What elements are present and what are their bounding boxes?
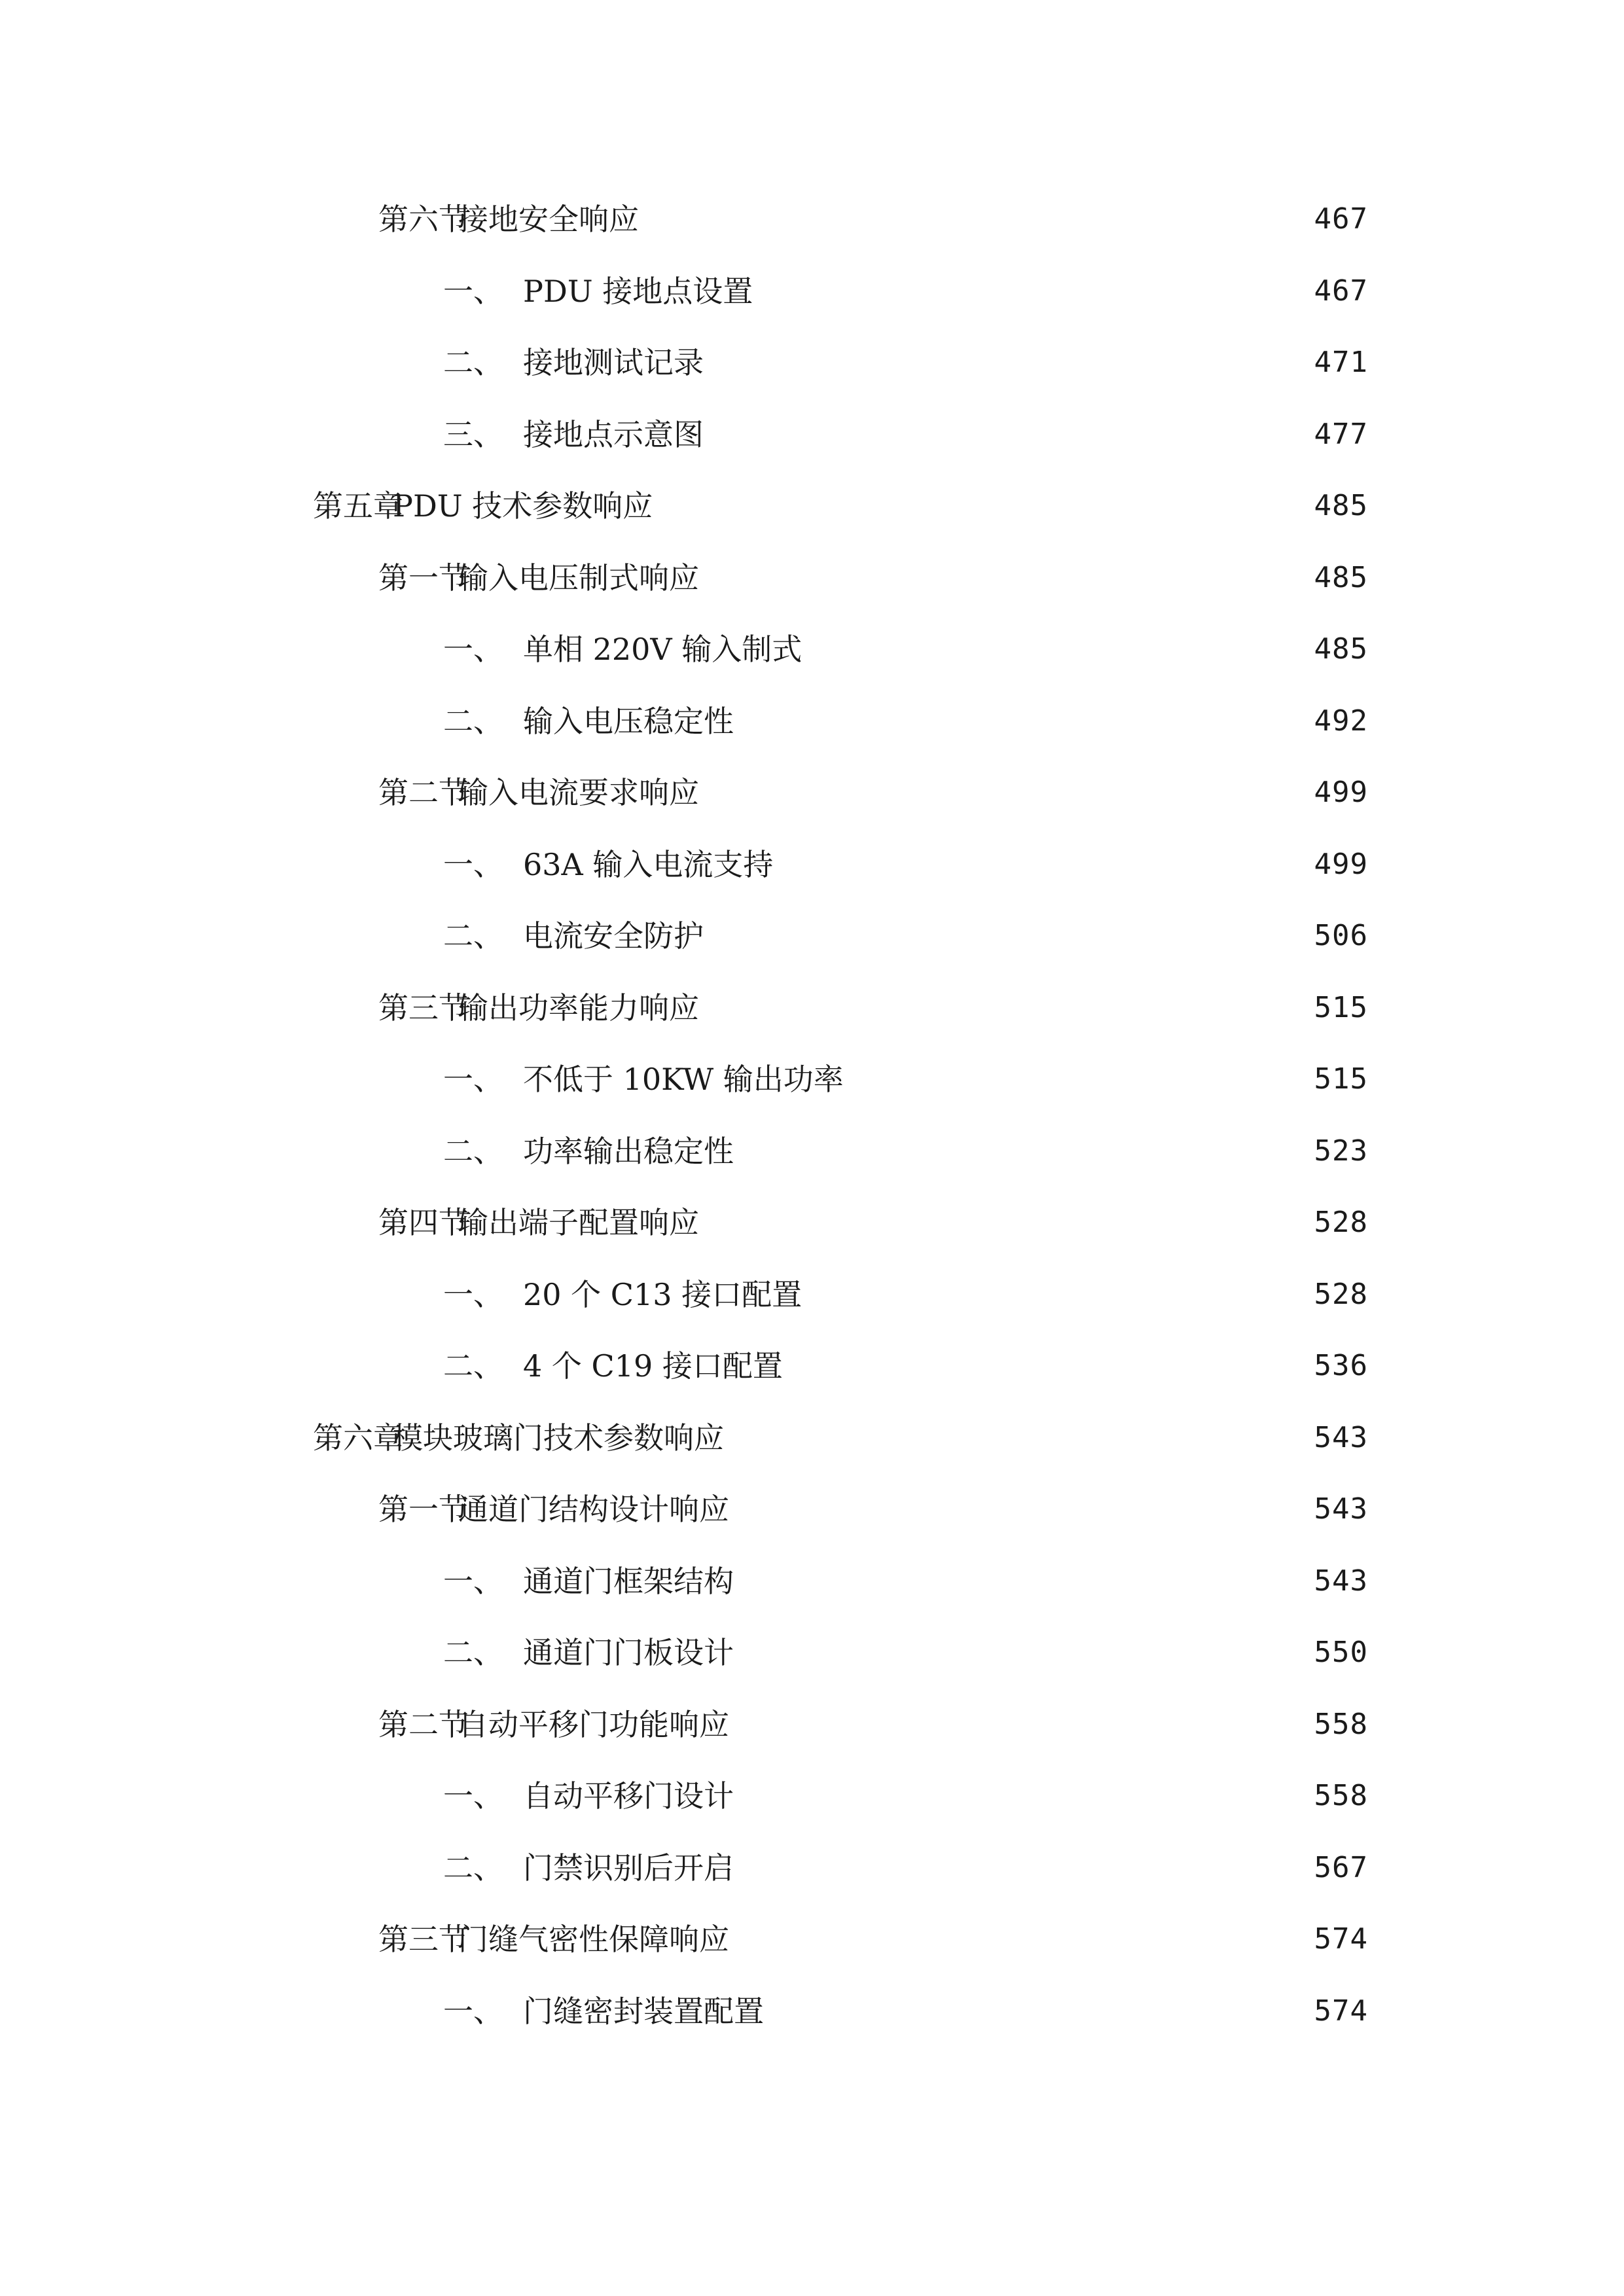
toc-entry-page-number: 515 <box>1314 991 1368 1024</box>
dot-leader <box>660 491 1305 521</box>
toc-entry-label <box>378 552 699 604</box>
toc-entry-page-number: 471 <box>1314 346 1368 379</box>
dot-leader <box>742 1566 1305 1596</box>
toc-entry-subsection[interactable] <box>443 1626 1368 1679</box>
toc-entry-subsection[interactable] <box>443 1053 1368 1105</box>
toc-entry-page-number: 515 <box>1314 1062 1368 1096</box>
toc-entry-section[interactable] <box>378 1698 1368 1751</box>
toc-entry-prefix: 二、 <box>443 704 503 739</box>
toc-entry-section[interactable] <box>378 982 1368 1034</box>
toc-entry-title: 自动平移门设计 <box>523 1778 734 1814</box>
toc-entry-label <box>443 1125 734 1177</box>
dot-leader <box>810 1280 1305 1310</box>
toc-entry-page-number: 536 <box>1314 1349 1368 1382</box>
toc-entry-prefix: 三、 <box>443 417 503 452</box>
dot-leader <box>810 634 1305 664</box>
toc-entry-subsection[interactable] <box>443 1985 1368 2037</box>
toc-entry-label <box>443 1053 844 1105</box>
toc-entry-title: 不低于 10KW 输出功率 <box>523 1062 844 1097</box>
toc-entry-title: 输入电流要求响应 <box>458 775 699 810</box>
dot-leader <box>791 1351 1305 1381</box>
toc-entry-page-number: 558 <box>1314 1779 1368 1812</box>
toc-entry-label <box>313 480 653 532</box>
dot-leader <box>742 1638 1305 1668</box>
toc-entry-page-number: 528 <box>1314 1206 1368 1239</box>
dot-leader <box>761 276 1305 306</box>
toc-entry-subsection[interactable] <box>443 1268 1368 1321</box>
toc-entry-label <box>443 336 704 389</box>
toc-entry-title: 63A 输入电流支持 <box>523 847 774 882</box>
dot-leader <box>742 706 1305 736</box>
toc-entry-prefix: 二、 <box>443 1134 503 1169</box>
toc-entry-page-number: 485 <box>1314 632 1368 666</box>
toc-entry-page-number: 543 <box>1314 1492 1368 1526</box>
toc-entry-prefix: 二、 <box>443 1850 503 1886</box>
toc-entry-section[interactable] <box>378 1196 1368 1249</box>
dot-leader <box>707 778 1305 808</box>
toc-entry-page-number: 543 <box>1314 1564 1368 1598</box>
toc-entry-label <box>443 623 802 675</box>
toc-entry-label <box>443 1985 764 2037</box>
dot-leader <box>742 1853 1305 1883</box>
toc-entry-page-number: 499 <box>1314 848 1368 881</box>
toc-entry-prefix: 第六节 <box>378 202 469 237</box>
toc-entry-page-number: 550 <box>1314 1636 1368 1669</box>
toc-entry-subsection[interactable] <box>443 838 1368 891</box>
toc-entry-subsection[interactable] <box>443 1770 1368 1822</box>
toc-entry-title: 门缝气密性保障响应 <box>458 1922 729 1957</box>
toc-entry-section[interactable] <box>378 1483 1368 1535</box>
toc-entry-prefix: 第六章 <box>313 1420 403 1456</box>
toc-entry-prefix: 二、 <box>443 345 503 380</box>
toc-entry-label <box>378 1196 699 1249</box>
dot-leader <box>712 348 1305 378</box>
toc-entry-title: PDU 技术参数响应 <box>393 488 653 524</box>
toc-entry-label <box>443 265 753 317</box>
dot-leader <box>772 1996 1305 2026</box>
toc-entry-section[interactable] <box>378 1913 1368 1965</box>
toc-entry-subsection[interactable] <box>443 1340 1368 1392</box>
toc-entry-prefix: 一、 <box>443 1564 503 1599</box>
toc-entry-title: 单相 220V 输入制式 <box>523 632 803 667</box>
toc-entry-prefix: 一、 <box>443 1277 503 1312</box>
toc-entry-page-number: 467 <box>1314 274 1368 308</box>
toc-entry-prefix: 一、 <box>443 1778 503 1814</box>
toc-entry-page-number: 467 <box>1314 202 1368 236</box>
toc-entry-prefix: 第一节 <box>378 560 469 596</box>
toc-entry-title: 门缝密封装置配置 <box>523 1994 764 2029</box>
toc-entry-prefix: 第二节 <box>378 775 469 810</box>
toc-entry-label <box>443 1842 734 1894</box>
dot-leader <box>707 1208 1305 1238</box>
dot-leader <box>737 1924 1305 1954</box>
toc-entry-section[interactable] <box>378 193 1368 245</box>
dot-leader <box>712 420 1305 450</box>
toc-entry-page-number: 485 <box>1314 561 1368 594</box>
toc-entry-label <box>443 1555 734 1607</box>
toc-entry-title: 功率输出稳定性 <box>523 1134 734 1169</box>
toc-entry-title: 接地点示意图 <box>523 417 704 452</box>
toc-entry-title: 输出端子配置响应 <box>458 1205 699 1240</box>
toc-entry-label <box>443 408 704 461</box>
toc-entry-page-number: 492 <box>1314 704 1368 738</box>
toc-entry-subsection[interactable] <box>443 408 1368 461</box>
dot-leader <box>707 563 1305 593</box>
dot-leader <box>732 1423 1305 1453</box>
toc-entry-title: 模块玻璃门技术参数响应 <box>393 1420 724 1456</box>
toc-entry-subsection[interactable] <box>443 265 1368 317</box>
toc-entry-title: 输入电压稳定性 <box>523 704 734 739</box>
toc-entry-prefix: 第三节 <box>378 990 469 1026</box>
toc-entry-subsection[interactable] <box>443 1555 1368 1607</box>
toc-entry-label <box>378 982 699 1034</box>
toc-entry-title: 通道门门板设计 <box>523 1635 734 1670</box>
toc-entry-label <box>443 838 773 891</box>
toc-entry-prefix: 第四节 <box>378 1205 469 1240</box>
toc-entry-subsection[interactable] <box>443 623 1368 675</box>
toc-entry-page-number: 574 <box>1314 1994 1368 2028</box>
toc-entry-subsection[interactable] <box>443 695 1368 747</box>
toc-entry-title: 输出功率能力响应 <box>458 990 699 1026</box>
dot-leader <box>737 1494 1305 1524</box>
toc-entry-prefix: 二、 <box>443 1348 503 1384</box>
toc-entry-title: 4 个 C19 接口配置 <box>523 1348 783 1384</box>
toc-entry-label <box>443 1770 734 1822</box>
toc-entry-page-number: 523 <box>1314 1134 1368 1168</box>
toc-entry-label <box>443 695 734 747</box>
toc-entry-subsection[interactable] <box>443 1125 1368 1177</box>
toc-entry-label <box>443 910 704 962</box>
toc-entry-label <box>378 1698 729 1751</box>
toc-entry-page-number: 543 <box>1314 1421 1368 1454</box>
toc-entry-title: 接地测试记录 <box>523 345 704 380</box>
toc-entry-prefix: 第二节 <box>378 1707 469 1742</box>
toc-entry-page-number: 485 <box>1314 489 1368 522</box>
toc-entry-prefix: 一、 <box>443 1994 503 2029</box>
dot-leader <box>647 204 1305 234</box>
toc-entry-chapter[interactable] <box>313 1412 1368 1464</box>
toc-entry-page-number: 477 <box>1314 418 1368 451</box>
toc-entry-prefix: 一、 <box>443 274 503 309</box>
toc-entry-prefix: 第一节 <box>378 1492 469 1527</box>
dot-leader <box>742 1781 1305 1811</box>
toc-entry-page-number: 528 <box>1314 1278 1368 1311</box>
toc-entry-title: 接地安全响应 <box>458 202 639 237</box>
toc-entry-label <box>443 1340 783 1392</box>
toc-entry-title: 20 个 C13 接口配置 <box>523 1277 803 1312</box>
dot-leader <box>737 1710 1305 1740</box>
toc-entry-prefix: 一、 <box>443 847 503 882</box>
dot-leader <box>712 921 1305 951</box>
toc-entry-chapter[interactable] <box>313 480 1368 532</box>
toc-entry-page-number: 558 <box>1314 1708 1368 1741</box>
toc-entry-label <box>443 1626 734 1679</box>
toc-entry-section[interactable] <box>378 766 1368 819</box>
toc-entry-prefix: 第三节 <box>378 1922 469 1957</box>
toc-entry-title: 电流安全防护 <box>523 918 704 954</box>
toc-entry-prefix: 二、 <box>443 1635 503 1670</box>
toc-entry-section[interactable] <box>378 552 1368 604</box>
toc-entry-subsection[interactable] <box>443 1842 1368 1894</box>
dot-leader <box>781 850 1305 880</box>
toc-entry-page-number: 574 <box>1314 1922 1368 1956</box>
toc-entry-prefix: 第五章 <box>313 488 403 524</box>
toc-entry-label <box>313 1412 724 1464</box>
dot-leader <box>707 993 1305 1023</box>
toc-entry-prefix: 一、 <box>443 1062 503 1097</box>
toc-entry-label <box>378 193 639 245</box>
toc-entry-prefix: 一、 <box>443 632 503 667</box>
toc-entry-label <box>378 1913 729 1965</box>
toc-entry-subsection[interactable] <box>443 910 1368 962</box>
toc-entry-title: 通道门框架结构 <box>523 1564 734 1599</box>
toc-entry-prefix: 二、 <box>443 918 503 954</box>
toc-entry-title: 门禁识别后开启 <box>523 1850 734 1886</box>
toc-entry-page-number: 499 <box>1314 776 1368 809</box>
toc-entry-label <box>378 1483 729 1535</box>
toc-entry-page-number: 567 <box>1314 1851 1368 1884</box>
dot-leader <box>852 1064 1305 1094</box>
toc-entry-title: 输入电压制式响应 <box>458 560 699 596</box>
toc-entry-title: 自动平移门功能响应 <box>458 1707 729 1742</box>
toc-entry-title: PDU 接地点设置 <box>523 274 753 309</box>
toc-entry-page-number: 506 <box>1314 919 1368 952</box>
toc-entry-label <box>378 766 699 819</box>
dot-leader <box>742 1136 1305 1166</box>
toc-entry-subsection[interactable] <box>443 336 1368 389</box>
toc-entry-label <box>443 1268 802 1321</box>
toc-entry-title: 通道门结构设计响应 <box>458 1492 729 1527</box>
